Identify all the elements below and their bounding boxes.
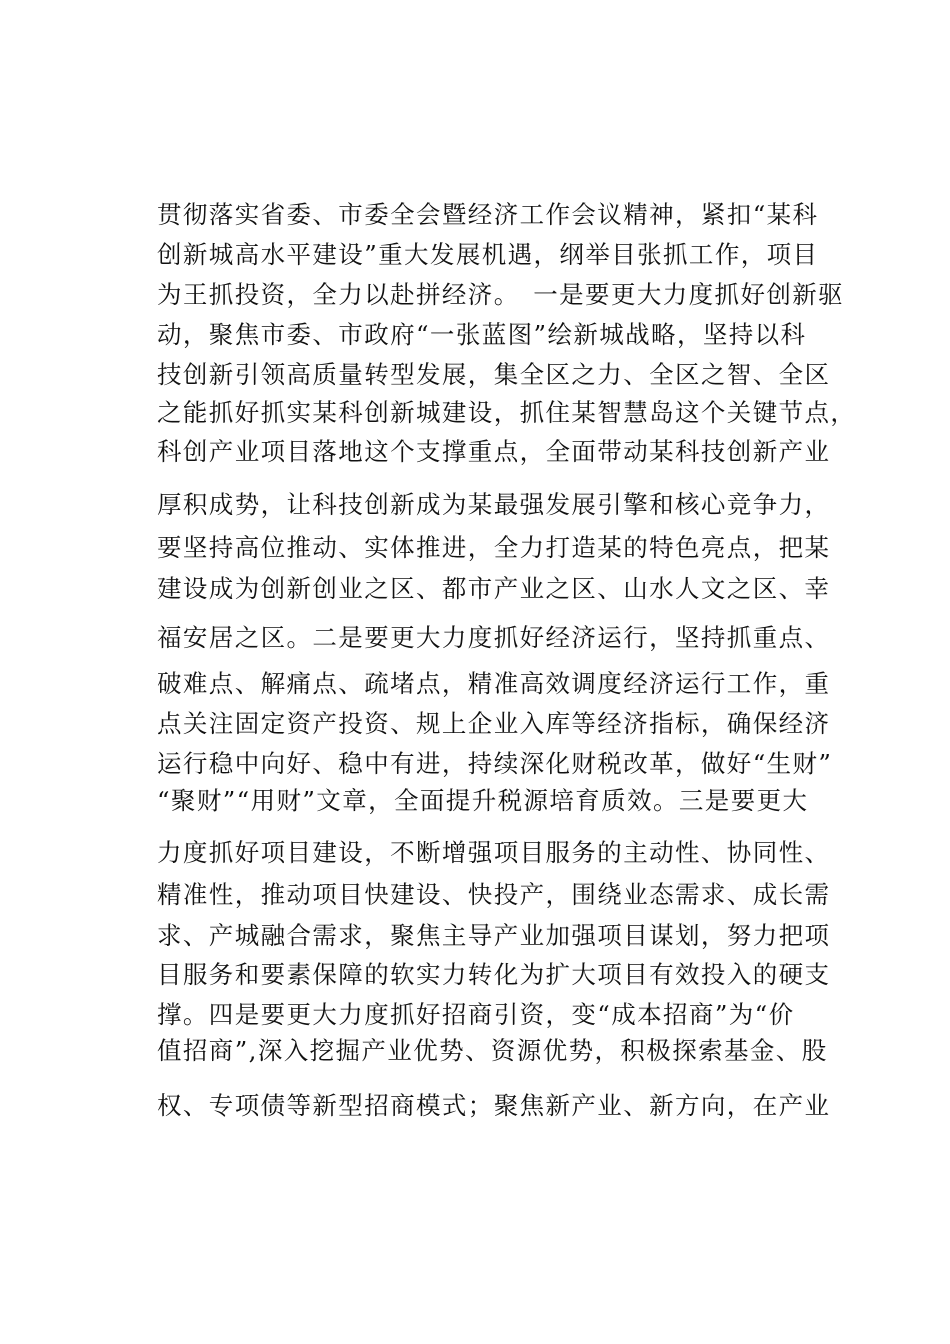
text-line: 要坚持高位推动、实体推进，全力打造某的特色亮点，把某 bbox=[157, 533, 831, 562]
text-line: 科创产业项目落地这个支撑重点，全面带动某科技创新产业 bbox=[157, 437, 831, 466]
text-line: 撑。四是要更大力度抓好招商引资，变“成本招商”为“价 bbox=[157, 1000, 795, 1029]
text-line: 力度抓好项目建设，不断增强项目服务的主动性、协同性、 bbox=[157, 838, 831, 867]
text-line: 精准性，推动项目快建设、快投产，围绕业态需求、成长需 bbox=[157, 880, 831, 909]
text-line: “聚财”“用财”文章，全面提升税源培育质效。三是要更大 bbox=[157, 786, 809, 815]
text-line: 贯彻落实省委、市委全会暨经济工作会议精神，紧扣“某科 bbox=[157, 200, 819, 229]
text-line: 动，聚焦市委、市政府“一张蓝图”绘新城战略，坚持以科 bbox=[157, 320, 807, 349]
text-line: 厚积成势，让科技创新成为某最强发展引擎和核心竞争力， bbox=[157, 490, 831, 519]
text-line: 运行稳中向好、稳中有进，持续深化财税改革，做好“生财” bbox=[157, 749, 833, 778]
text-line: 求、产城融合需求，聚焦主导产业加强项目谋划，努力把项 bbox=[157, 921, 831, 950]
text-line: 点关注固定资产投资、规上企业入库等经济指标，确保经济 bbox=[157, 709, 831, 738]
text-line: 为王抓投资，全力以赴拼经济。 一是要更大力度抓好创新驱 bbox=[157, 280, 845, 309]
text-line: 创新城高水平建设”重大发展机遇，纲举目张抓工作，项目 bbox=[157, 240, 819, 269]
text-line: 权、专项债等新型招商模式；聚焦新产业、新方向，在产业 bbox=[157, 1091, 831, 1120]
text-line: 破难点、解痛点、疏堵点，精准高效调度经济运行工作，重 bbox=[157, 669, 831, 698]
text-line: 目服务和要素保障的软实力转化为扩大项目有效投入的硬支 bbox=[157, 960, 831, 989]
text-line: 值招商”,深入挖掘产业优势、资源优势，积极探索基金、股 bbox=[157, 1036, 828, 1065]
text-line: 福安居之区。二是要更大力度抓好经济运行，坚持抓重点、 bbox=[157, 623, 831, 652]
text-line: 技创新引领高质量转型发展，集全区之力、全区之智、全区 bbox=[157, 360, 831, 389]
text-line: 之能抓好抓实某科创新城建设，抓住某智慧岛这个关键节点， bbox=[157, 398, 857, 427]
text-line: 建设成为创新创业之区、都市产业之区、山水人文之区、幸 bbox=[157, 574, 831, 603]
